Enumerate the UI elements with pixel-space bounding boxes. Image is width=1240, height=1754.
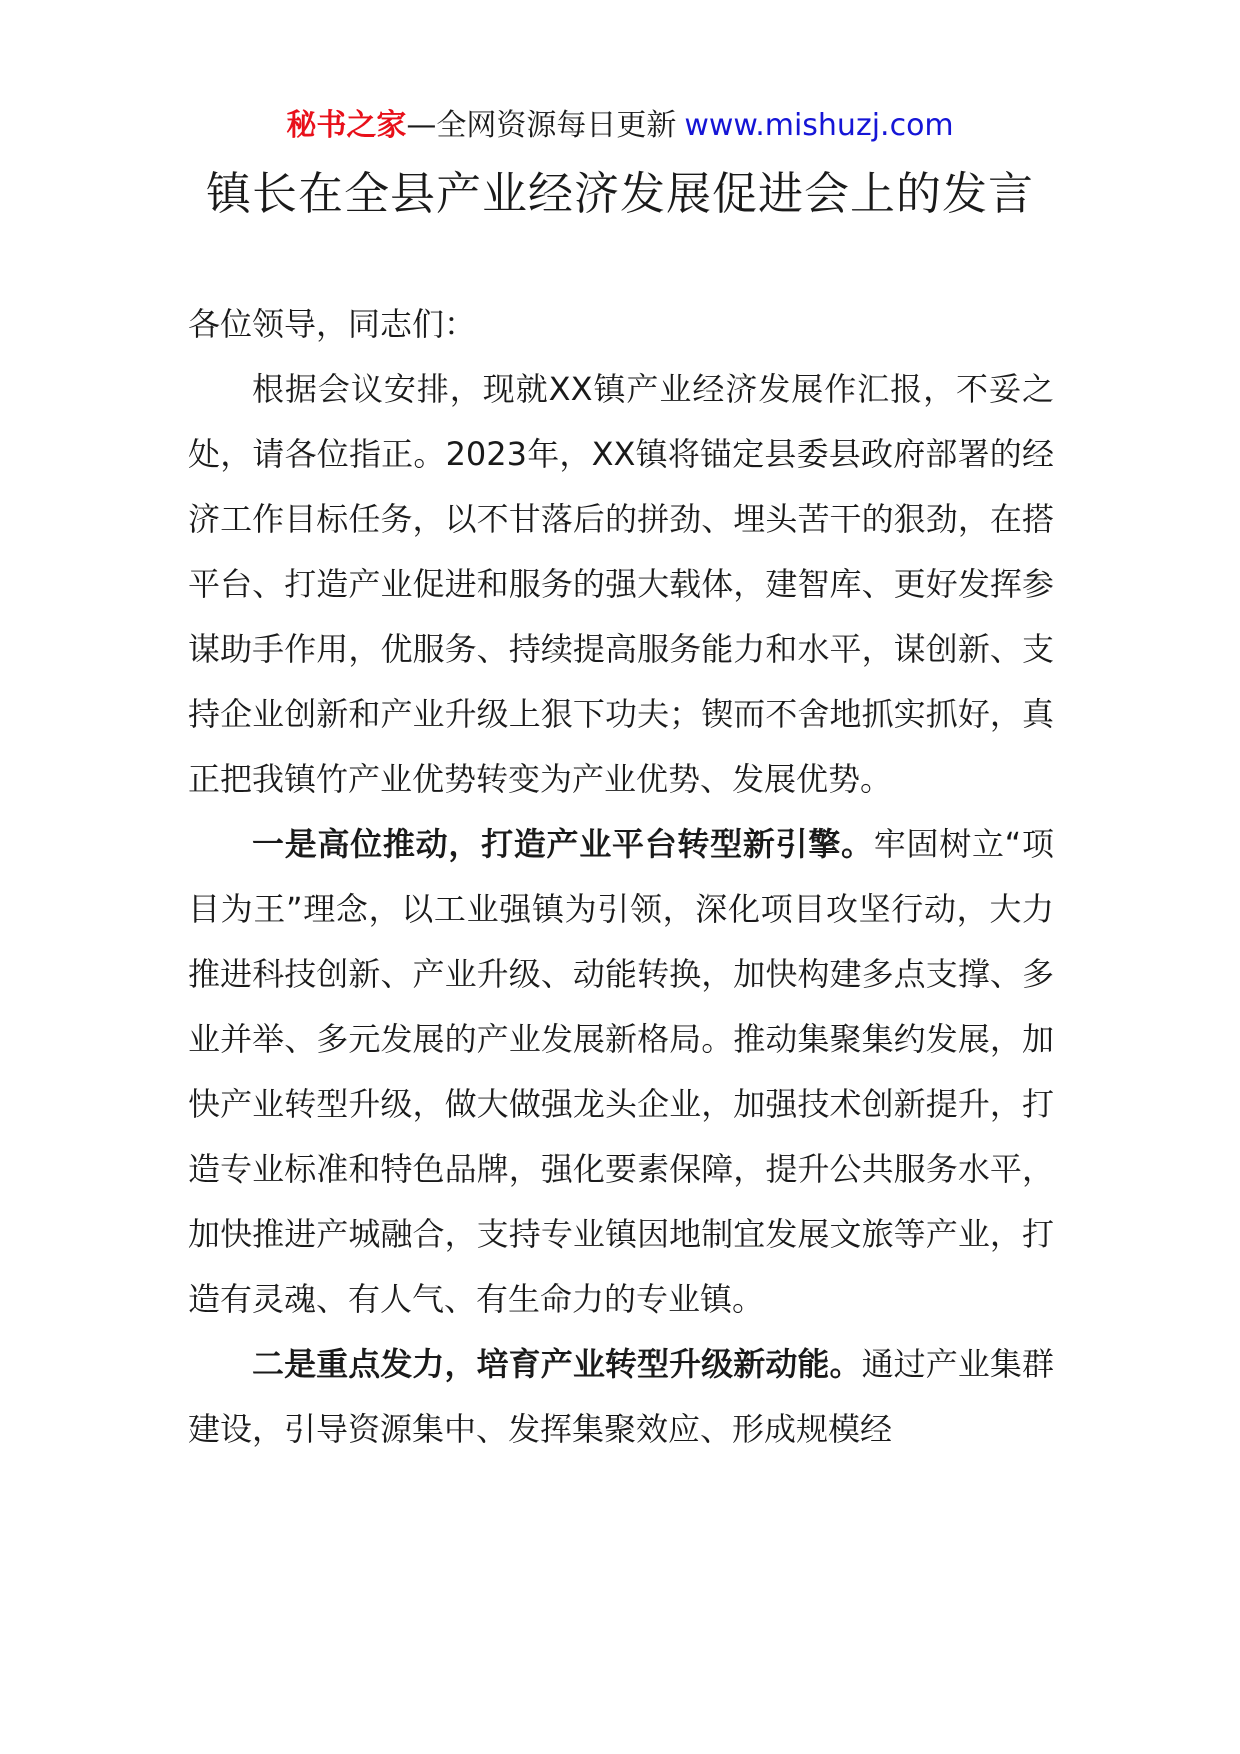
paragraph-lead: 一是高位推动，打造产业平台转型新引擎。: [252, 825, 874, 863]
paragraph-text: 通过产业集群建设，引导资源集中、发挥集聚效应、形成规模经: [188, 1345, 1054, 1448]
brand-name: 秘书之家: [286, 108, 407, 143]
paragraph: [188, 812, 1054, 1332]
paragraph-lead: 二是重点发力，培育产业转型升级新动能。: [252, 1345, 862, 1383]
site-header: [0, 104, 1240, 148]
paragraph-text: 牢固树立“项目为王”理念，以工业强镇为引领，深化项目攻坚行动，大力推进科技创新、产业升级、动能转换，加快构建多点支撑、多业并举、多元发展的产业发展新格局。推动集聚集约发展，加快产业转型升级，做大做强龙头企业，加强技术创新提升，打造专业标准和特色品牌，强化要素保障，提升公共服务水平，加快推进产城融合，支持专业镇因地制宜发展文旅等产业，打造有灵魂、有人气、有生命力的专业镇。: [188, 825, 1054, 1318]
paragraph-text: 根据会议安排，现就XX镇产业经济发展作汇报，不妥之处，请各位指正。2023年，XX镇将锚定县委县政府部署的经济工作目标任务，以不甘落后的拼劲、埋头苦干的狠劲，在搭平台、打造产业促进和服务的强大载体，建智库、更好发挥参谋助手作用，优服务、持续提高服务能力和水平，谋创新、支持企业创新和产业升级上狠下功夫；锲而不舍地抓实抓好，真正把我镇竹产业优势转变为产业优势、发展优势。: [188, 370, 1054, 798]
site-url-link[interactable]: www.mishuzj.com: [684, 108, 954, 143]
document-title: 镇长在全县产业经济发展促进会上的发言: [205, 167, 1034, 220]
document-body: [188, 292, 1054, 1462]
paragraph: [188, 1332, 1054, 1462]
header-tagline: —全网资源每日更新: [406, 108, 677, 143]
greeting: 各位领导，同志们：: [188, 305, 477, 343]
paragraph: [188, 357, 1054, 812]
